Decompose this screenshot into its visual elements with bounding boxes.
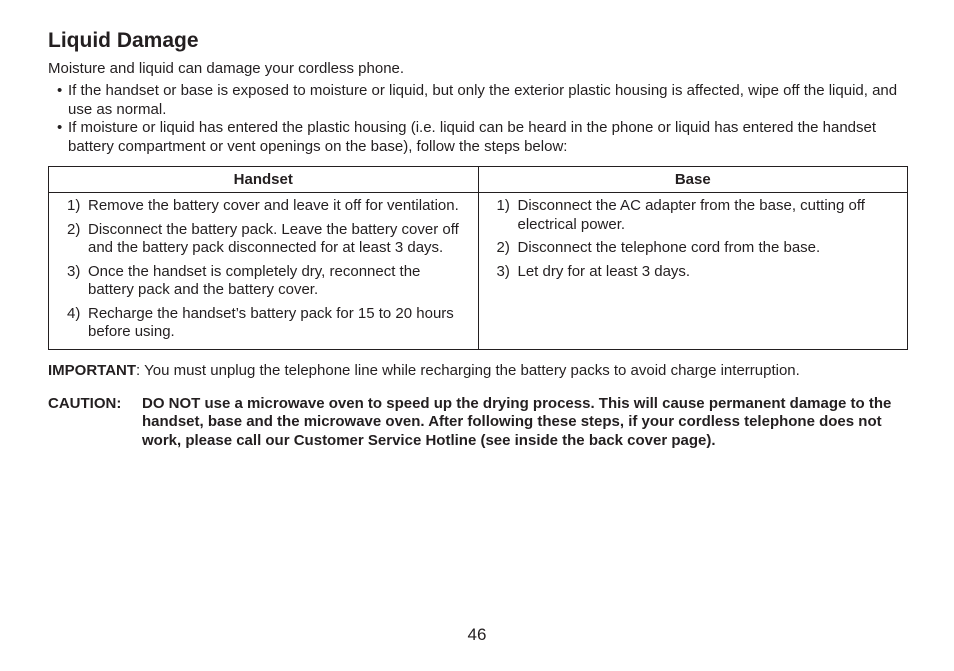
bullet-list	[48, 82, 908, 156]
bullet-dot: •	[57, 82, 63, 99]
step-text: Recharge the handset’s battery pack for 15 to 20 hours before using.	[88, 304, 454, 340]
step-text: Once the handset is completely dry, reconnect the battery pack and the battery cover.	[88, 262, 421, 298]
caution-label: CAUTION:	[48, 394, 122, 412]
bullet-text: If moisture or liquid has entered the plastic housing (i.e. liquid can be heard in the phone or liquid has entered the handset battery compartment or vent openings on the base), follow the steps below:	[68, 119, 877, 155]
important-label: IMPORTANT	[48, 361, 137, 379]
step-text: Disconnect the battery pack. Leave the battery cover off and the battery pack disconnected for at least 3 days.	[88, 220, 459, 256]
handset-column-header: Handset	[49, 167, 479, 193]
caution-text: DO NOT use a microwave oven to speed up the drying process. This will cause permanent damage to the handset, base and the microwave oven. After following these steps, if your cordless telephone does not work, please call our Customer Service Hotline (see inside the back cover page).	[142, 394, 892, 449]
table-header-row	[49, 167, 908, 193]
page-number: 46	[467, 625, 487, 644]
handset-step	[67, 263, 466, 300]
handset-step	[67, 305, 466, 342]
step-number: 3)	[496, 262, 510, 280]
step-text: Disconnect the AC adapter from the base, cutting off electrical power.	[517, 197, 865, 233]
important-note	[48, 362, 908, 380]
step-number: 4)	[67, 304, 81, 322]
handset-step	[67, 221, 466, 258]
intro-paragraph: Moisture and liquid can damage your cordless phone.	[48, 60, 405, 77]
base-step	[497, 263, 896, 282]
step-number: 3)	[67, 262, 81, 280]
table-row	[49, 193, 908, 350]
base-step	[497, 239, 896, 258]
step-text: Remove the battery cover and leave it off for ventilation.	[88, 197, 459, 214]
bullet-dot: •	[57, 119, 63, 136]
bullet-text: If the handset or base is exposed to moisture or liquid, but only the exterior plastic housing is affected, wipe off the liquid, and use as normal.	[68, 82, 898, 118]
step-number: 2)	[67, 220, 81, 238]
base-step	[497, 197, 896, 234]
step-text: Disconnect the telephone cord from the base.	[517, 239, 821, 256]
step-number: 2)	[496, 239, 510, 256]
base-steps-cell	[478, 193, 908, 350]
step-number: 1)	[496, 197, 510, 214]
caution-note	[48, 395, 908, 451]
handset-steps-cell	[49, 193, 479, 350]
bullet-item	[48, 82, 908, 119]
handset-step	[67, 197, 466, 216]
step-text: Let dry for at least 3 days.	[517, 262, 691, 280]
bullet-item	[48, 119, 908, 156]
important-text: : You must unplug the telephone line while recharging the battery packs to avoid charge interruption.	[136, 361, 800, 379]
step-number: 1)	[67, 197, 81, 214]
steps-table	[48, 166, 908, 350]
document-page	[48, 28, 908, 450]
page-title: Liquid Damage	[48, 29, 199, 52]
base-column-header: Base	[478, 167, 908, 193]
